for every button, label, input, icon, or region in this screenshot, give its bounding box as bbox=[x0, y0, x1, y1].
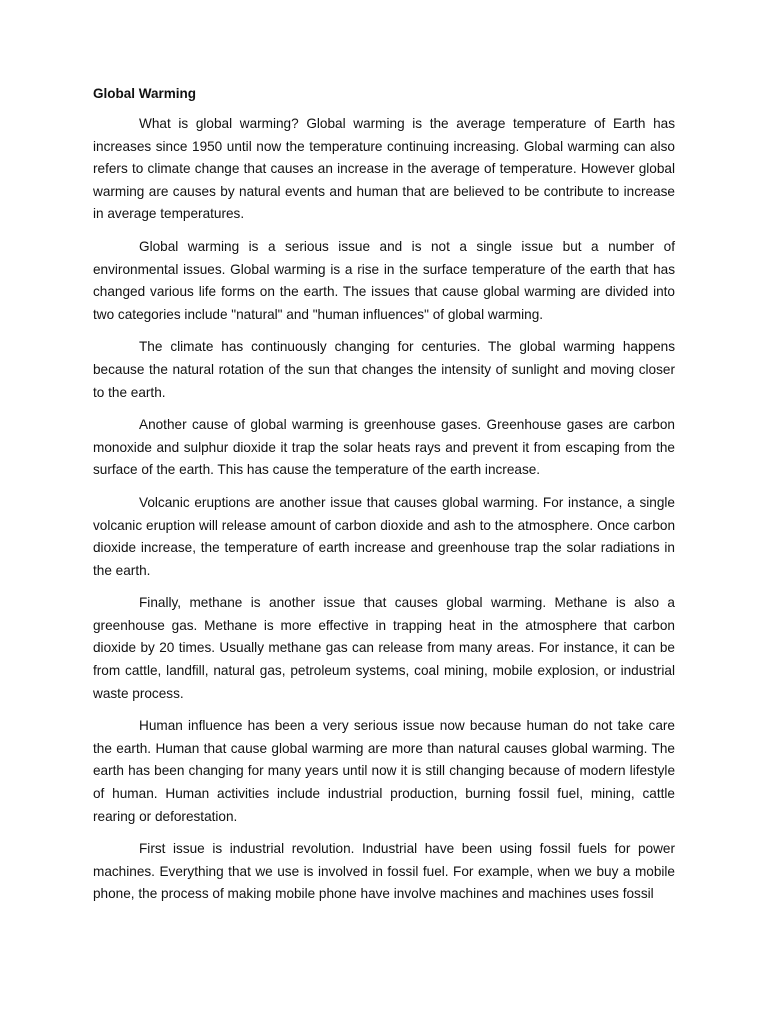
document-title: Global Warming bbox=[93, 86, 197, 101]
paragraph-8: First issue is industrial revolution. Industrial have been using fossil fuels for power machines. Everything that we use is involved in fossil fuel. For example, when we buy a mobile phone, the process of making mobile phone have involve machines and machines uses fossil bbox=[93, 841, 675, 902]
paragraph-5: Volcanic eruptions are another issue that causes global warming. For instance, a single volcanic eruption will release amount of carbon dioxide and ash to the atmosphere. Once carbon dioxide increase, the temperature of earth increase and greenhouse trap the solar radiations in the earth. bbox=[93, 494, 675, 578]
document-page bbox=[93, 84, 675, 916]
paragraph-3: The climate has continuously changing for centuries. The global warming happens because the natural rotation of the sun that changes the intensity of sunlight and moving closer to the earth. bbox=[93, 339, 675, 400]
paragraph-6: Finally, methane is another issue that causes global warming. Methane is also a greenhouse gas. Methane is more effective in trapping heat in the atmosphere that carbon dioxide by 20 times. Usually methane gas can release from many areas. For instance, it can be from cattle, landfill, natural gas, petroleum systems, coal mining, mobile explosion, or industrial waste process. bbox=[93, 595, 675, 701]
paragraph-7: Human influence has been a very serious issue now because human do not take care the earth. Human that cause global warming are more than natural causes global warming. The earth has been changing for many years until now it is still changing because of modern lifestyle of human. Human activities include industrial production, burning fossil fuel, mining, cattle rearing or deforestation. bbox=[93, 718, 675, 824]
paragraph-1: What is global warming? Global warming is the average temperature of Earth has increases since 1950 until now the temperature continuing increasing. Global warming can also refers to climate change that causes an increase in the average of temperature. However global warming are causes by natural events and human that are believed to be contribute to increase in average temperatures. bbox=[93, 116, 675, 222]
paragraph-2: Global warming is a serious issue and is not a single issue but a number of environmental issues. Global warming is a rise in the surface temperature of the earth that has changed various life forms on the earth. The issues that cause global warming are divided into two categories include "natural" and "human influences" of global warming. bbox=[93, 238, 675, 322]
paragraph-4: Another cause of global warming is greenhouse gases. Greenhouse gases are carbon monoxide and sulphur dioxide it trap the solar heats rays and prevent it from escaping from the surface of the earth. This has cause the temperature of the earth increase. bbox=[93, 417, 675, 478]
